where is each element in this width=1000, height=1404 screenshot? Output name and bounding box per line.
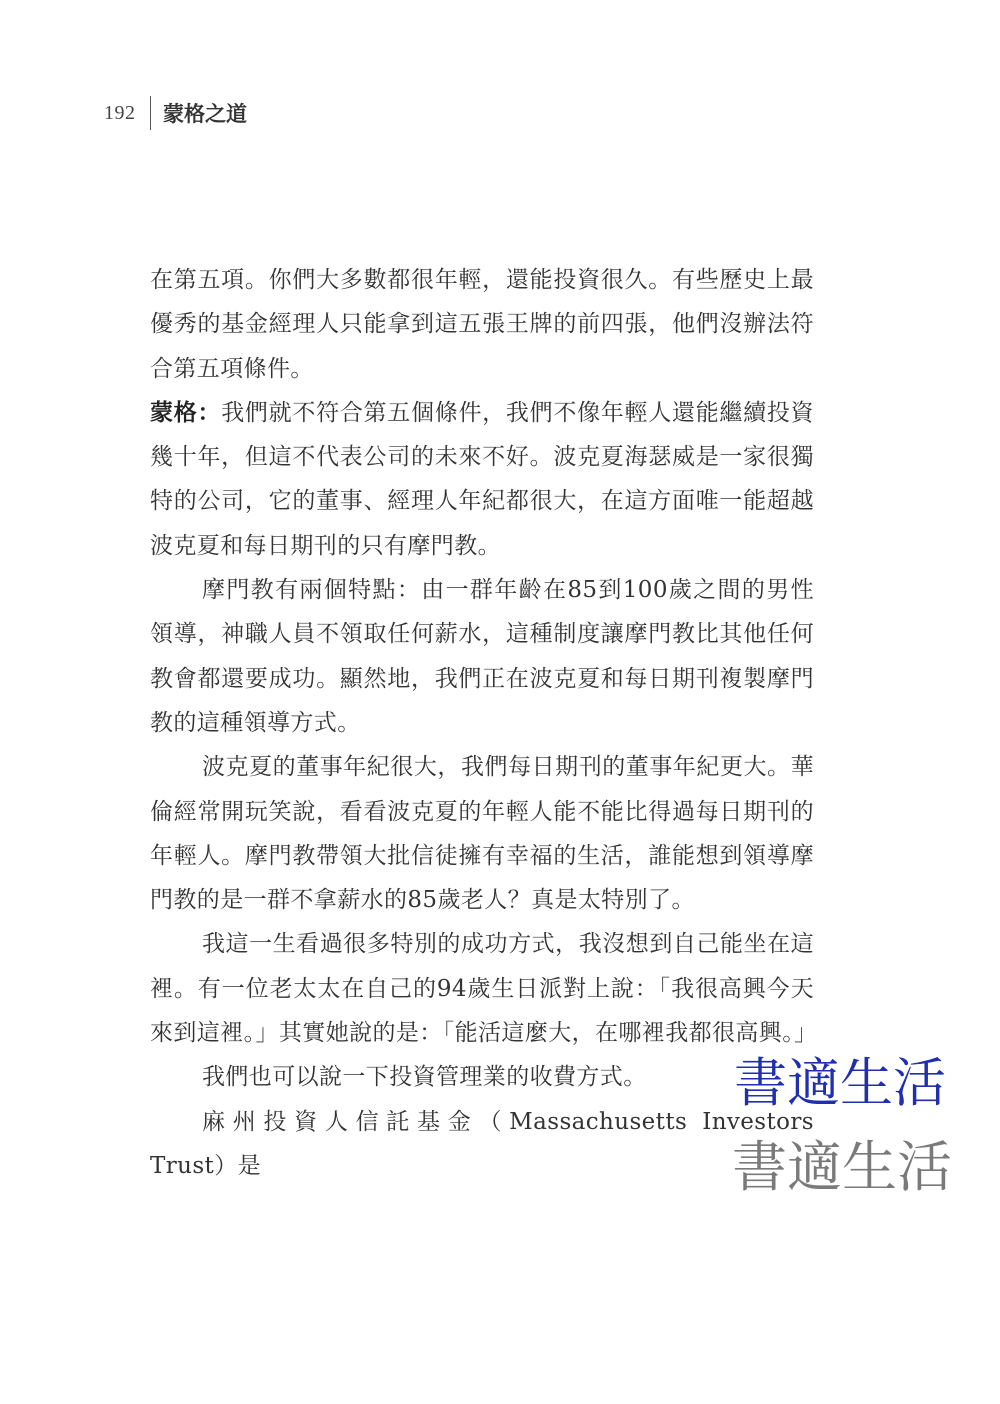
paragraph <box>150 1055 814 1099</box>
book-title: 蒙格之道 <box>163 102 247 126</box>
paragraph-text: 我們也可以說一下投資管理業的收費方式。 <box>202 1064 647 1091</box>
paragraph-text: 波克夏的董事年紀很大，我們每日期刊的董事年紀更大。華倫經常開玩笑說，看看波克夏的年輕人能不能比得過每日期刊的年輕人。摩門教帶領大批信徒擁有幸福的生活，誰能想到領導摩門教的是一群不拿薪水的85歲老人？真是太特別了。 <box>150 754 814 914</box>
paragraph-text: 我們就不符合第五個條件，我們不像年輕人還能繼續投資幾十年，但這不代表公司的未來不好。波克夏海瑟威是一家很獨特的公司，它的董事、經理人年紀都很大，在這方面唯一能超越波克夏和每日期刊的只有摩門教。 <box>150 399 815 559</box>
watermark-primary: 書適生活 <box>734 1053 946 1114</box>
body-text <box>150 258 818 1188</box>
paragraph-text: 我這一生看過很多特別的成功方式，我沒想到自己能坐在這裡。有一位老太太在自己的94歲生日派對上說：「我很高興今天來到這裡。」其實她說的是：「能活這麼大，在哪裡我都很高興。」 <box>150 931 818 1047</box>
paragraph-text: 麻州投資人信託基金（Massachusetts Investors Trust）是 <box>150 1108 814 1179</box>
page-number: 192 <box>104 101 136 124</box>
paragraph <box>150 1100 814 1189</box>
paragraph <box>150 258 814 391</box>
speaker-label: 蒙格： <box>150 398 222 426</box>
running-header <box>104 96 247 130</box>
paragraph <box>150 391 814 568</box>
paragraph <box>150 922 818 1055</box>
paragraph <box>150 568 814 745</box>
header-divider <box>150 96 152 130</box>
paragraph-text: 摩門教有兩個特點：由一群年齡在85到100歲之間的男性領導，神職人員不領取任何薪水，這種制度讓摩門教比其他任何教會都還要成功。顯然地，我們正在波克夏和每日期刊複製摩門教的這種領導方式。 <box>150 577 814 736</box>
paragraph-text: 在第五項。你們大多數都很年輕，還能投資很久。有些歷史上最優秀的基金經理人只能拿到這五張王牌的前四張，他們沒辦法符合第五項條件。 <box>150 267 814 382</box>
paragraph <box>150 745 814 922</box>
watermark-secondary: 書適生活 <box>732 1135 953 1199</box>
